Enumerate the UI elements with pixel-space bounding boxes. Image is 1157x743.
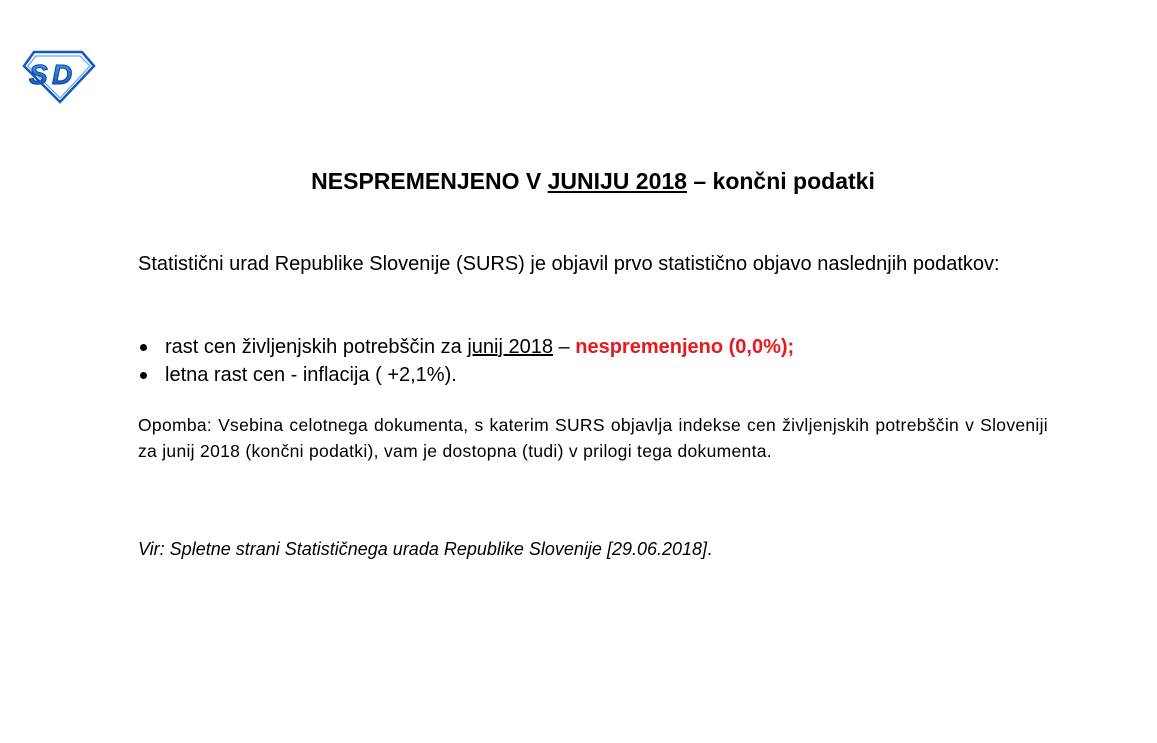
source-text: Vir: Spletne strani Statističnega urada Republike Slovenije [29.06.2018]	[138, 539, 708, 559]
source-line	[138, 536, 1048, 562]
shield-logo-icon	[20, 48, 96, 104]
list-item	[138, 361, 1048, 389]
note-paragraph: Opomba: Vsebina celotnega dokumenta, s katerim SURS objavlja indekse cen življenjskih potrebščin v Sloveniji za junij 2018 (končni podatki), vam je dostopna (tudi) v prilogi tega dokumenta.	[138, 415, 1048, 461]
bullet-list	[138, 333, 1048, 389]
bullet-icon	[140, 372, 147, 379]
svg-text:D: D	[52, 59, 73, 90]
bullet1-dash: –	[552, 336, 576, 358]
intro-paragraph: Statistični urad Republike Slovenije (SURS) je objavil prvo statistično objavo naslednjih podatkov:	[138, 253, 1000, 275]
document-title	[0, 166, 1157, 196]
svg-text:S: S	[29, 59, 48, 90]
source-period: .	[707, 539, 713, 559]
sd-logo	[20, 48, 96, 104]
bullet1-month: junij 2018	[467, 336, 553, 358]
bullet2-text: letna rast cen - inflacija ( +2,1%).	[165, 364, 457, 386]
title-month: JUNIJU 2018	[547, 168, 687, 194]
bullet1-prefix: rast cen življenjskih potrebščin za	[165, 336, 468, 358]
list-item	[138, 333, 1048, 361]
bullet-icon	[140, 344, 147, 351]
title-part2: – končni podatki	[686, 168, 875, 194]
bullet1-highlight: nespremenjeno (0,0%);	[575, 336, 795, 358]
title-part1: NESPREMENJENO V	[311, 168, 548, 194]
